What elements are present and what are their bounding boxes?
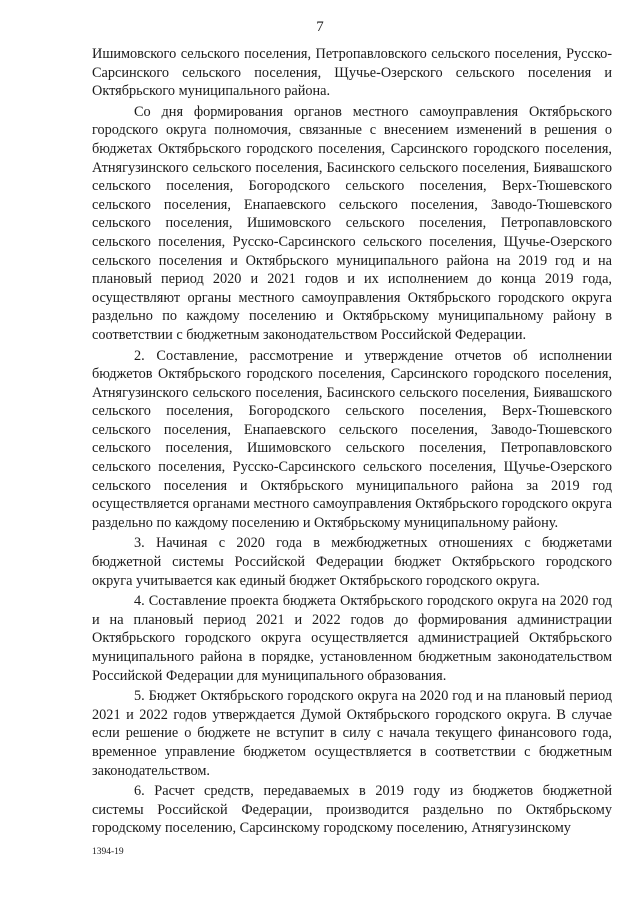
paragraph-1-transition-powers: Со дня формирования органов местного самоуправления Октябрьского городского округа полномочия, связанные с внесением изменений в решения о бюджетах Октябрьского городского поселения, Сарсинского городского поселения, Атнягузинского сельского поселения, Басинского сельского поселения, Биявашского сельского поселения, Богородского сельского поселения, Верх-Тюшевского сельского поселения, Енапаевского сельского поселения, Заводо-Тюшевского сельского поселения, Ишимовского сельского поселения, Петропавловского сельского поселения, Русско-Сарсинского сельского поселения, Щучье-Озерского сельского поселения и Октябрьского муниципального района на 2019 год и на плановый период 2020 и 2021 годов и их исполнением до конца 2019 года, осуществляют органы местного самоуправления Октябрьского городского округа раздельно по каждому поселению и Октябрьскому муниципальному району в соответствии с бюджетным законодательством Российской Федерации.	[92, 103, 612, 343]
document-body	[92, 45, 612, 838]
paragraph-4-draft-budget: 4. Составление проекта бюджета Октябрьского городского округа на 2020 год и на плановый период 2021 и 2022 годов до формирования администрации Октябрьского городского округа осуществляется администрацией Октябрьского муниципального района в порядке, установленном бюджетным законодательством Российской Федерации для муниципального образования.	[92, 593, 612, 684]
paragraph-5-budget-approval: 5. Бюджет Октябрьского городского округа на 2020 год и на плановый период 2021 и 2022 годов утверждается Думой Октябрьского городского округа. В случае если решение о бюджете не вступит в силу с начала текущего финансового года, временное управление бюджетом осуществляется в соответствии с бюджетным законодательством.	[92, 688, 612, 779]
paragraph-continuation: Ишимовского сельского поселения, Петропавловского сельского поселения, Русско-Сарсинского сельского поселения, Щучье-Озерского сельского поселения и Октябрьского муниципального района.	[92, 46, 612, 100]
page-number: 7	[316, 19, 324, 35]
paragraph-6-funds-calculation: 6. Расчет средств, передаваемых в 2019 году из бюджетов бюджетной системы Российской Федерации, производится раздельно по Октябрьскому городскому поселению, Сарсинскому городскому поселению, Атнягузинскому	[92, 783, 612, 837]
paragraph-3-unified-budget: 3. Начиная с 2020 года в межбюджетных отношениях с бюджетами бюджетной системы Российской Федерации бюджет Октябрьского городского округа учитывается как единый бюджет Октябрьского городского округа.	[92, 535, 612, 589]
document-code: 1394-19	[92, 847, 124, 857]
paragraph-2-budget-reports: 2. Составление, рассмотрение и утверждение отчетов об исполнении бюджетов Октябрьского городского поселения, Сарсинского городского поселения, Атнягузинского сельского поселения, Басинского сельского поселения, Биявашского сельского поселения, Богородского сельского поселения, Верх-Тюшевского сельского поселения, Енапаевского сельского поселения, Заводо-Тюшевского сельского поселения, Ишимовского сельского поселения, Петропавловского сельского поселения, Русско-Сарсинского сельского поселения, Щучье-Озерского сельского поселения и Октябрьского муниципального района за 2019 год осуществляется органами местного самоуправления Октябрьского городского округа раздельно по каждому поселению и Октябрьскому муниципальному району.	[92, 347, 612, 531]
